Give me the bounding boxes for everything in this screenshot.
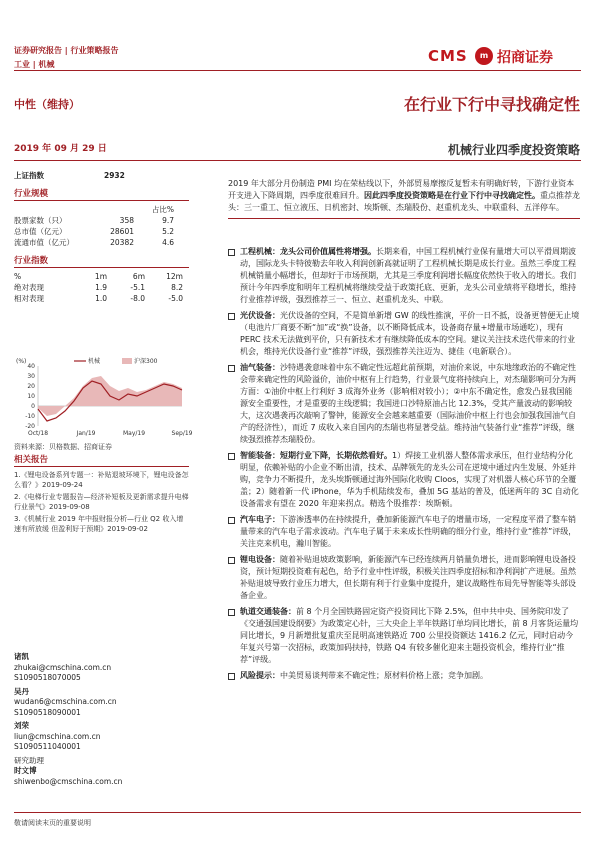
scale-pct: 4.6 [162, 238, 174, 247]
performance-chart [14, 356, 193, 438]
scale-header-row [14, 204, 189, 215]
y-tick-label: 30 [27, 373, 35, 380]
scale-row [14, 215, 189, 226]
bullet-lead: 轨道交通装备： [240, 607, 296, 616]
x-tick-label: Sep/19 [171, 430, 193, 437]
analyst-id: S1090518070005 [14, 673, 81, 682]
bullet-item [228, 670, 580, 682]
perf-cell: 1.9 [95, 283, 107, 292]
scale-value: 358 [119, 216, 134, 225]
performance-table [14, 271, 189, 304]
summary-box [228, 178, 580, 219]
footer-note: 敬请阅读末页的重要说明 [14, 819, 91, 827]
bullet-lead: 油气装备： [240, 363, 280, 372]
summary-bold: 因此四季度投资策略是在行业下行中寻找确定性。 [364, 191, 540, 200]
scale-pct: 5.2 [162, 227, 174, 236]
report-title: 在行业下行中寻找确定性 [403, 95, 580, 114]
analyst-name: 吴丹 [14, 686, 29, 696]
perf-col-header: 1m [94, 272, 107, 281]
chart-unit: (%) [16, 358, 27, 365]
summary-tail: 重点推荐龙头：三一重工、恒立液压、日机密封、埃斯顿、杰瑞股份、赵重机龙头、中联重科、五洋停车。 [228, 191, 580, 212]
bullet-text: 1）焊接工业机器人整体需求承压，但行业结构分化明显，依赖补贴的小企业不断出清，技术、品牌领先的龙头公司在逆境中通过内生发展、外延并购，竞争力不断提升，龙头埃斯顿通过海外国际化收购 Cloos，实现了对机器人核心环节的全覆盖；2）随着新一代 iPhone，华为手机陆续发布，叠加 5G 基站的普及，低迷两年的 3C 自动化设备需求有望在 2020 年迎来拐点。精选个股推荐：埃斯顿。 [240, 451, 579, 508]
index-value: 2932 [104, 171, 125, 180]
y-tick-label: -20 [25, 423, 35, 430]
scale-name: 流通市值（亿元） [14, 238, 74, 247]
report-type-line: 证券研究报告 | 行业策略报告 [14, 46, 119, 55]
scale-name: 股票家数（只） [14, 216, 67, 225]
report-subtitle: 机械行业四季度投资策略 [447, 143, 580, 157]
bullet-text: 下游渗透率仍在持续提升，叠加新能源汽车电子的增量市场，一定程度平滑了整车销量带来的汽车电子需求波动。汽车电子属于未来成长性明确的细分行业，维持行业“推荐”评级，关注克来机电，瀚川智能。 [240, 515, 577, 548]
scale-value: 28601 [110, 227, 134, 236]
scale-heading: 行业规模 [14, 187, 189, 201]
bullet-text: 长期来看，中国工程机械行业保有量增大可以平滑周期波动，国际龙头卡特彼勒去年收入利润创新高就证明了工程机械长期是成长行业。虽然三季度工程机械销量小幅增长，但却好于市场预期，尤其是三季度利润增长幅度依然快于收入的增长。我们预计今年四季度和明年工程机械将继续受益于政策托底、更新，龙头公司业绩将平稳增长，维持行业推荐评级，强烈推荐三一、恒立、赵重机龙头、中联。 [240, 247, 576, 304]
y-tick-label: 0 [31, 403, 35, 410]
perf-row [14, 293, 189, 304]
bullet-lead: 汽车电子： [240, 515, 280, 524]
index-label: 上证指数 [14, 171, 44, 180]
bullet-list [228, 246, 580, 686]
related-heading: 相关报告 [14, 453, 189, 467]
legend-label: 沪深300 [134, 358, 158, 365]
analyst-id: S1090511040001 [14, 742, 81, 751]
bullet-item [228, 514, 580, 550]
analyst-email: zhukai@cmschina.com.cn [14, 662, 112, 672]
bullet-item [228, 554, 580, 602]
bullet-item [228, 246, 580, 306]
scale-row [14, 226, 189, 237]
bullet-item [228, 606, 580, 666]
legend-label: 机械 [88, 358, 101, 365]
perf-cell: 8.2 [171, 283, 183, 292]
perf-cell: -5.0 [168, 294, 183, 303]
x-tick-label: Jan/19 [76, 430, 96, 437]
analyst [14, 652, 189, 684]
sidebar [14, 170, 189, 304]
bullet-lead: 智能装备：短期行业下降，长期依然看好。 [240, 451, 392, 460]
bullet-text: 前 8 个月全国铁路固定资产投资同比下降 2.5%，但中共中央、国务院印发了《交通强国建设纲要》为政策定心针，三大央企上半年铁路订单均同比增长，前 8 月客货运量均同比增长，9 月新增批复重庆至昆明高速铁路近 700 公里投资额达 1416.2 亿元，同时启动今年复兴号第一次招标，政策加码扶持，铁路 Q4 有较多催化迎来主题投资机会，维持行业“推荐”评级。 [240, 607, 579, 664]
analyst-name: 诸凯 [14, 652, 29, 661]
related-item: 2.《电梯行业专题报告—经济补短板及更新需求提升电梯行业景气》2019-09-08 [14, 493, 189, 511]
analyst [14, 721, 189, 753]
perf-cell: -8.0 [130, 294, 145, 303]
x-tick-label: Oct/18 [27, 430, 49, 437]
y-tick-label: -10 [25, 413, 35, 420]
rating: 中性（维持） [14, 98, 80, 111]
related-list [14, 470, 189, 534]
x-tick-label: May/19 [122, 430, 146, 437]
footer-divider [14, 812, 581, 813]
bullet-text: 光伏设备的空间，不是简单新增 GW 的线性推演，平价一日不抵，设备更替便无止境（电池片厂商要不断“加”或“换”设备，以不断降低成本，设备商存量+增量市场通吃），现有 PERC 技术无法做到平价，只有新技术才有继续降低成本的空间。建议关注技术迭代带来的行业机会，维持光伏设备行业“推荐”评级，强烈推荐关注迈为、捷佳（电新联合）。 [240, 311, 580, 356]
logo-mark-icon: m [475, 47, 493, 65]
bullet-lead: 风险提示： [240, 671, 280, 680]
y-tick-label: 10 [27, 393, 35, 400]
logo-text-en: CMS [428, 47, 468, 65]
perf-header-row [14, 271, 189, 282]
perf-col-header: 6m [132, 272, 145, 281]
scale-value: 20382 [110, 238, 134, 247]
assistant [14, 756, 189, 788]
analyst-id: S1090518090001 [14, 707, 81, 717]
bullet-item [228, 450, 580, 510]
perf-col-header: 12m [166, 272, 183, 281]
assistant-email: shiwenbo@cmschina.com.cn [14, 776, 123, 786]
perf-cell: 绝对表现 [14, 283, 44, 292]
perf-row [14, 282, 189, 293]
related-item: 3.《机械行业 2019 年中报财报分析—行业 Q2 收入增速有所放缓 但盈利好于预期》2019-09-02 [14, 515, 184, 533]
scale-pct: 9.7 [162, 216, 174, 225]
perf-col-header: % [14, 272, 22, 281]
industry-line: 工业 | 机械 [14, 60, 55, 69]
analyst-email: wudan6@cmschina.com.cn [14, 697, 117, 706]
bullet-text: 随着补贴退坡政策影响，新能源汽车已经连续两月销量负增长，进而影响锂电设备投资，预计短期投资难有起色，给予行业中性评级，积极关注四季度招标和净利润扩产进展。虽然补贴退坡导致行业压力增大，但长期有利于行业集中度提升，建议战略性布局先导智能等头部设备企业。 [240, 555, 576, 600]
perf-cell: 1.0 [95, 294, 107, 303]
legend-swatch-2 [122, 358, 132, 364]
y-tick-label: 20 [27, 383, 35, 390]
chart-source: 资料来源：贝格数据、招商证券 [14, 443, 112, 451]
related-reports [14, 453, 189, 536]
bullet-lead: 锂电设备： [240, 555, 280, 564]
report-date: 2019 年 09 月 29 日 [14, 144, 107, 154]
perf-cell: -5.1 [130, 283, 145, 292]
logo-text-cn: 招商证券 [497, 50, 553, 66]
analyst-list [14, 652, 189, 787]
scale-row [14, 237, 189, 248]
bullet-lead: 工程机械：龙头公司价值属性将增强。 [240, 247, 376, 256]
bullet-text: 中美贸易谈判带来不确定性；原材料价格上涨；竞争加剧。 [280, 671, 488, 680]
header-divider [14, 70, 581, 71]
scale-name: 总市值（亿元） [14, 227, 67, 236]
bullet-text: 沙特遇袭意味着中东不确定性远超此前预期，对油价来说，中东地缘政治的不确定性会带来确定性的风险溢价，油价中枢有上行趋势，行业景气度将持续向上，对杰瑞影响可分为两方面：①油价中枢上行利好 3 成海外业务（影响相对较小）；②中东不确定性，愈发凸显我国能源安全重要性，才是重要的主线逻辑；我国进口沙特原油占比 12.3%，受其产量波动的影响较大，这次遇袭再次敲响了警钟，能源安全会越来越重要（国际油价中枢上行也会加强我国油气自产的经济性），而近 7 成收入来自国内的杰瑞也将显著受益。维持油气装备行业“推荐”评级，继续强烈推荐杰瑞股份。 [240, 363, 576, 444]
analyst-email: liun@cmschina.com.cn [14, 731, 101, 741]
y-tick-label: 40 [27, 363, 35, 370]
index-heading: 行业指数 [14, 254, 189, 268]
bullet-item [228, 362, 580, 446]
assistant-name: 时文博 [14, 766, 37, 775]
analyst-name: 刘荣 [14, 721, 29, 730]
perf-cell: 相对表现 [14, 294, 44, 303]
bullet-lead: 光伏设备： [240, 311, 280, 320]
related-item: 1.《锂电设备系列专题一：补贴退坡环境下，锂电设备怎么看？》2019-09-24 [14, 471, 189, 489]
index-row [14, 170, 189, 181]
summary-normal: 2019 年大部分月份制造 PMI 均在荣枯线以下，外部贸易摩擦反复暂未有明确好转，下游行业资本开支进入下降周期，四季度很难回升。 [228, 179, 575, 200]
analyst [14, 687, 189, 719]
scale-rows [14, 215, 189, 248]
share-label: 占比% [151, 205, 174, 214]
title-divider [14, 160, 581, 161]
assistant-label: 研究助理 [14, 755, 44, 765]
cms-logo [428, 47, 578, 67]
bullet-item [228, 310, 580, 358]
